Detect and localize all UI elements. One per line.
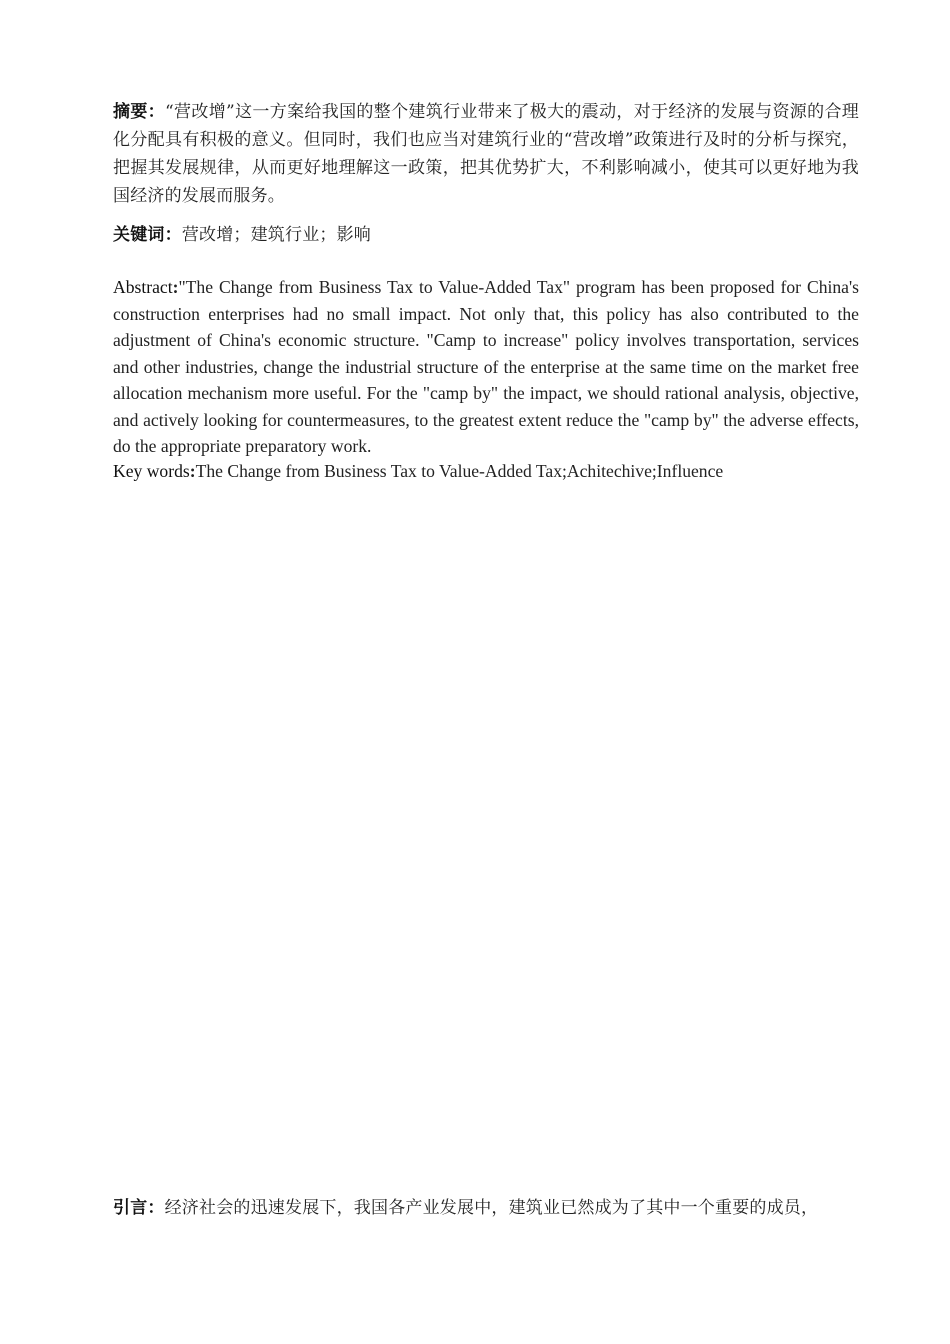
english-abstract-colon: : [172, 277, 179, 297]
introduction-text: 经济社会的迅速发展下，我国各产业发展中，建筑业已然成为了其中一个重要的成员， [164, 1198, 819, 1218]
english-keywords-label: Key words [113, 461, 190, 481]
chinese-abstract-label: 摘要： [113, 102, 166, 122]
chinese-keywords-text: 营改增；建筑行业；影响 [181, 225, 372, 245]
english-keywords-text: The Change from Business Tax to Value-Added Tax;Achitechive;Influence [195, 461, 724, 481]
english-abstract-label: Abstract [113, 277, 173, 297]
chinese-keywords [113, 221, 859, 249]
chinese-abstract-text: “营改增”这一方案给我国的整个建筑行业带来了极大的震动，对于经济的发展与资源的合理化分配具有积极的意义。但同时，我们也应当对建筑行业的“营改增”政策进行及时的分析与探究，把握其发展规律，从而更好地理解这一政策，把其优势扩大，不利影响减小，使其可以更好地为我国经济的发展而服务。 [113, 102, 859, 206]
chinese-abstract [113, 98, 859, 210]
english-abstract-text: "The Change from Business Tax to Value-Added Tax" program has been proposed for China's construction enterprises had no small impact. Not only that, this policy has also contributed to the adjustment of China's economic structure. "Camp to increase" policy involves transportation, services and other industries, change the industrial structure of the enterprise at the same time on the market free allocation mechanism more useful. For the "camp by" the impact, we should rational analysis, objective, and actively looking for countermeasures, to the greatest extent reduce the "camp by" the adverse effects, do the appropriate preparatory work. [113, 277, 859, 456]
english-keywords-colon: : [189, 461, 196, 481]
introduction-label: 引言： [113, 1198, 165, 1218]
introduction-paragraph [113, 1194, 873, 1222]
chinese-keywords-label: 关键词： [113, 225, 182, 245]
english-keywords [113, 458, 859, 485]
english-abstract [113, 274, 859, 460]
